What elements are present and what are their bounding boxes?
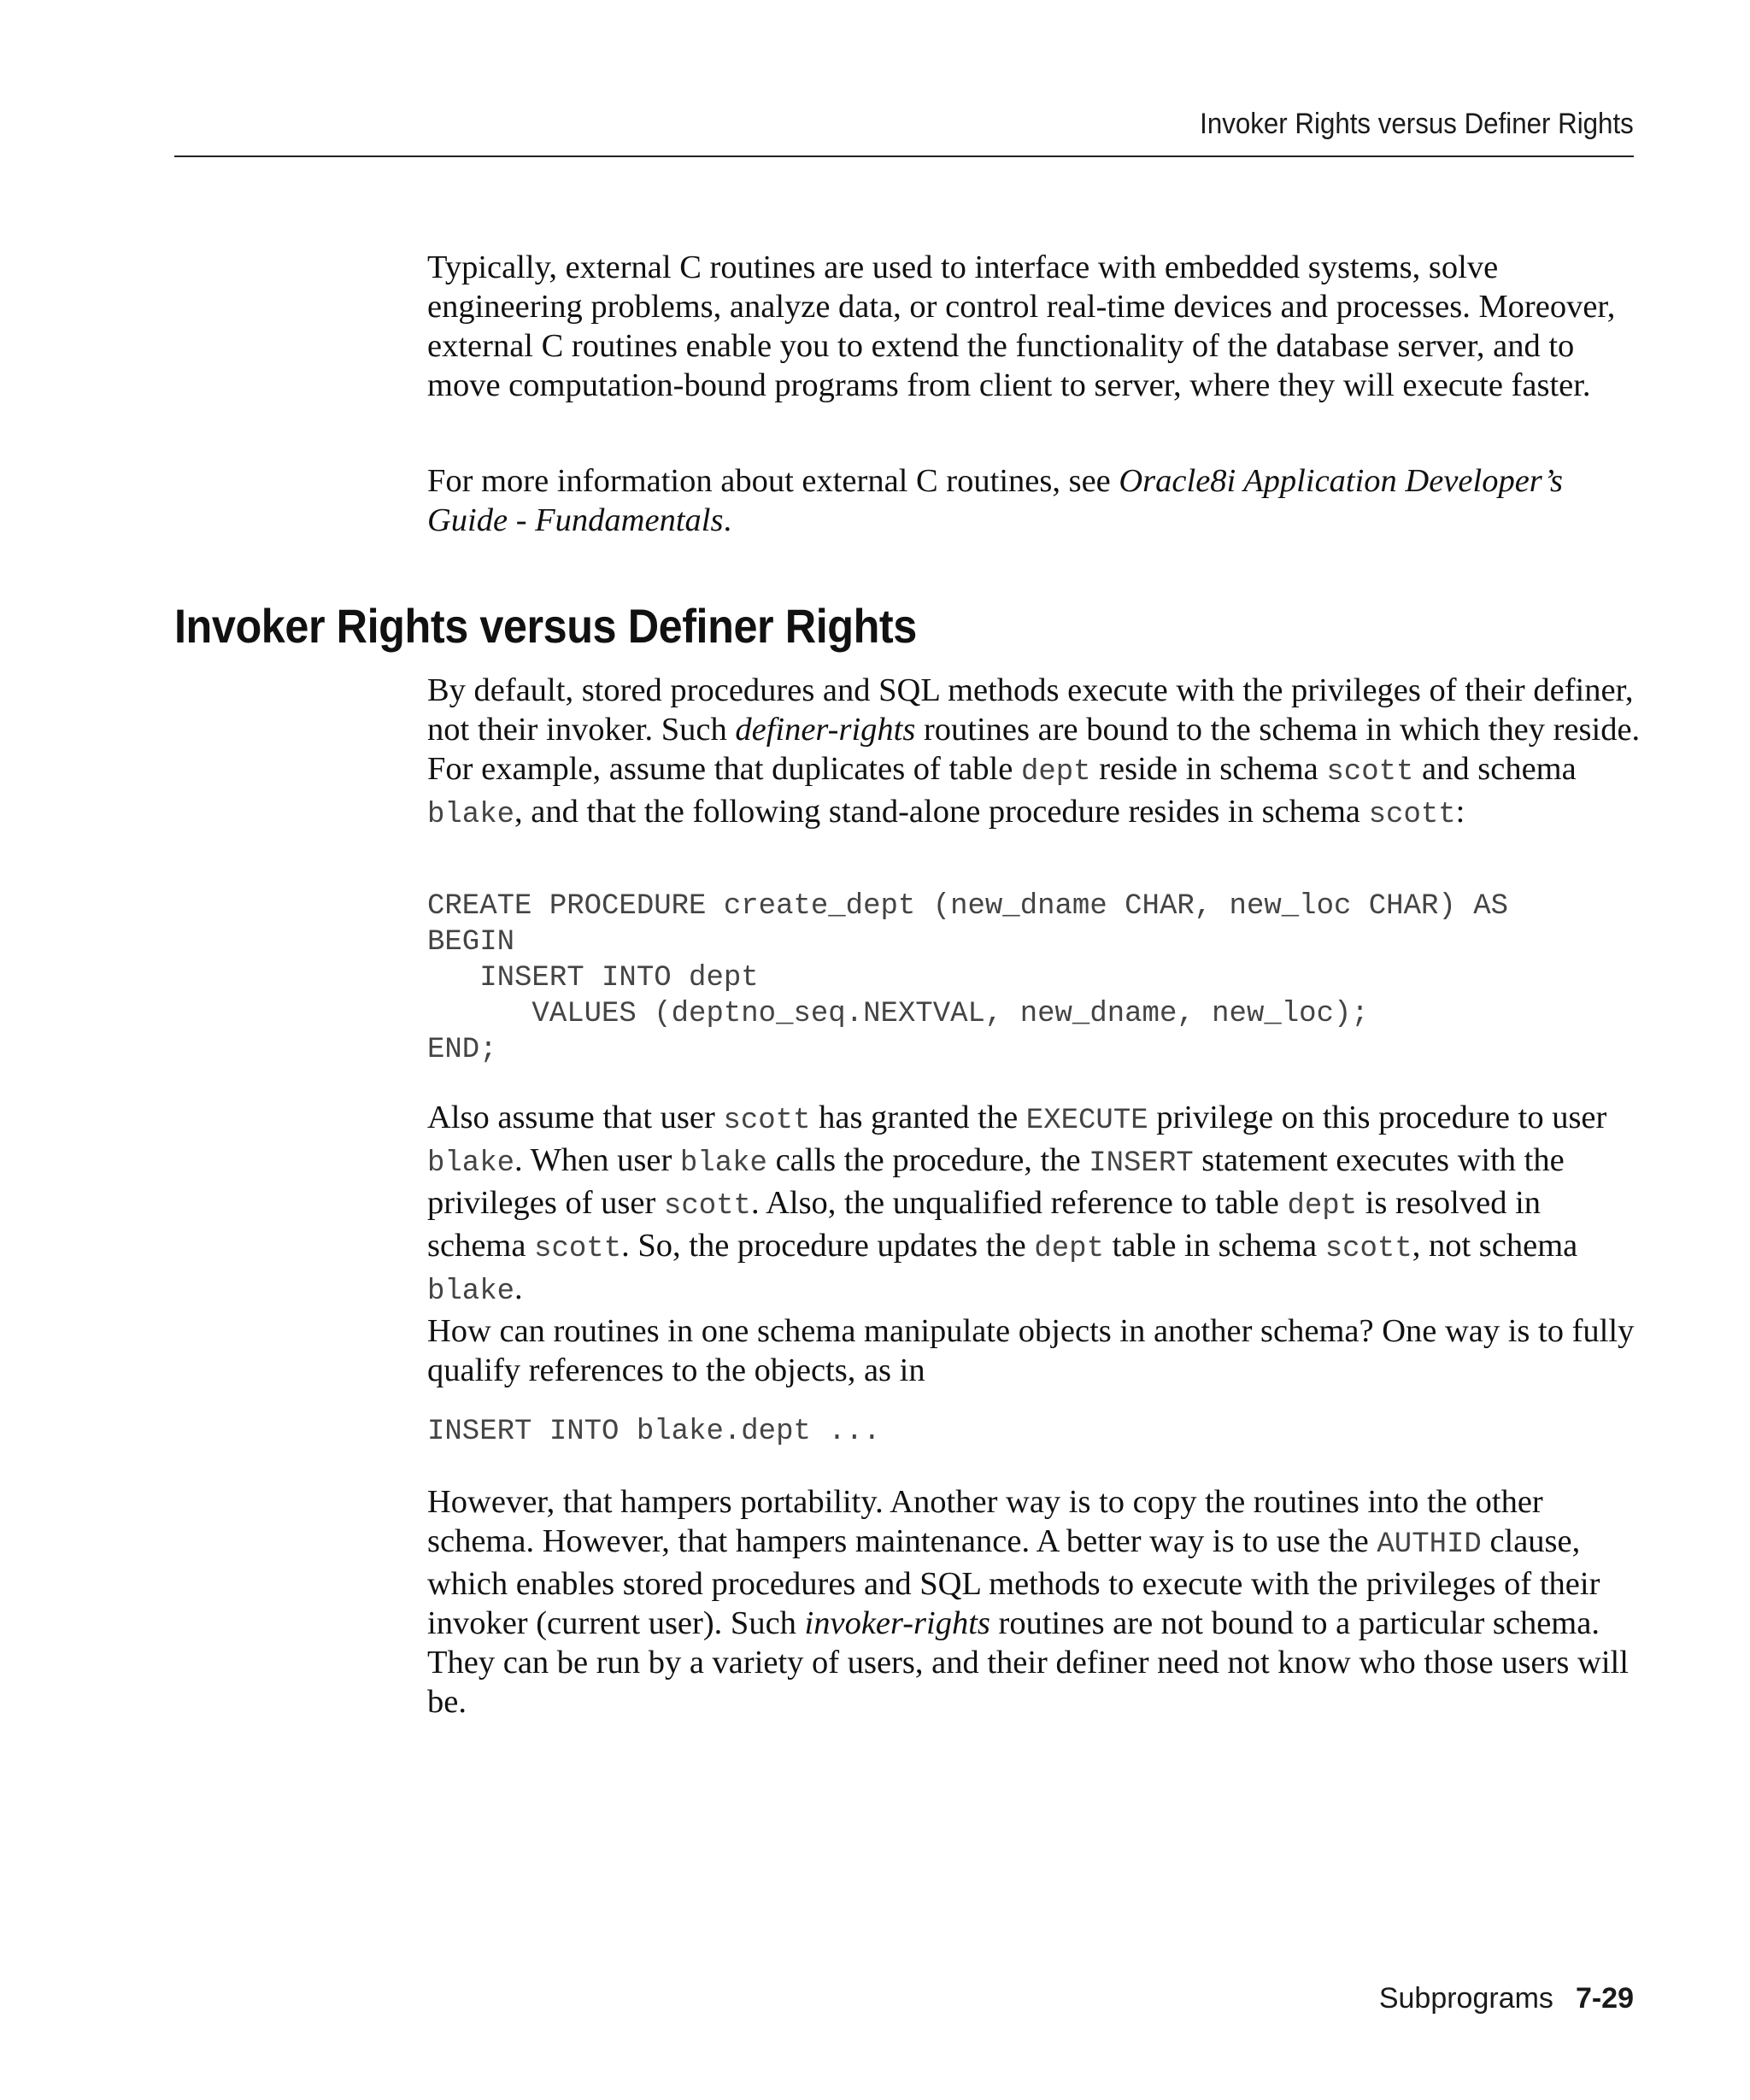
inline-code: scott	[663, 1190, 751, 1223]
inline-code: dept	[1020, 756, 1091, 789]
text-run: has granted the	[810, 1100, 1026, 1135]
intro-p2-text: For more information about external C routines, see	[427, 463, 1119, 499]
page-number: 7-29	[1575, 1982, 1634, 2015]
text-run: , and that the following stand-alone procedure resides in schema	[514, 794, 1369, 830]
section-paragraph-1	[427, 671, 1641, 835]
text-run: routines are not bound to a particular schema. They can be run by a variety of users, and their definer need not know who those users will be.	[427, 1605, 1629, 1720]
section-text-4	[427, 1482, 1641, 1722]
text-run: and schema	[1413, 751, 1577, 787]
text-run: calls the procedure, the	[766, 1142, 1089, 1178]
inline-code: blake	[427, 799, 515, 831]
text-run: By default, stored procedures and SQL methods execute with the privileges of their definer, not their invoker. Such	[427, 672, 1634, 748]
inline-code: scott	[1324, 1233, 1412, 1265]
text-run: routines are bound to the schema in which they reside. For example, assume that duplicates of table	[427, 712, 1641, 787]
term-definer-rights: definer-rights	[735, 712, 916, 748]
intro-p2-end: .	[723, 502, 732, 538]
inline-code: scott	[534, 1233, 622, 1265]
code-block-insert: INSERT INTO blake.dept ...	[427, 1416, 881, 1448]
intro-text-1: Typically, external C routines are used to interface with embedded systems, solve engineering problems, analyze data, or control real-time devices and processes. Moreover, external C routines enable you to extend the functionality of the database server, and to move computation-bound programs from client to server, where they will execute faster.	[427, 249, 1616, 403]
section-text-3: How can routines in one schema manipulate objects in another schema? One way is to fully qualify references to the objects, as in	[427, 1313, 1635, 1388]
text-run: privilege on this procedure to user	[1148, 1100, 1607, 1135]
intro-text-2	[427, 461, 1641, 540]
code-block-create-procedure: CREATE PROCEDURE create_dept (new_dname CHAR, new_loc CHAR) AS BEGIN INSERT INTO dept VALUES (deptno_seq.NEXTVAL, new_dname, new_loc); END;	[427, 890, 1509, 1066]
inline-code: dept	[1287, 1190, 1358, 1223]
section-paragraph-3	[427, 1311, 1641, 1390]
term-invoker-rights: invoker-rights	[804, 1605, 990, 1641]
running-header: Invoker Rights versus Definer Rights	[1200, 108, 1634, 140]
footer-chapter: Subprograms	[1378, 1982, 1553, 2015]
intro-paragraph-1	[427, 248, 1641, 405]
section-text-2	[427, 1098, 1641, 1311]
text-run: clause, which enables stored procedures and SQL methods to execute with the privileges of their invoker (current user). Such	[427, 1523, 1600, 1641]
header-rule	[174, 155, 1634, 157]
inline-code: EXECUTE	[1025, 1105, 1148, 1137]
inline-code: blake	[427, 1147, 515, 1180]
text-run: . So, the procedure updates the	[621, 1228, 1035, 1264]
text-run: is resolved in schema	[427, 1185, 1542, 1264]
section-paragraph-2	[427, 1098, 1641, 1311]
text-run: :	[1455, 794, 1465, 830]
section-heading: Invoker Rights versus Definer Rights	[174, 599, 917, 653]
text-run: statement executes with the privileges of user	[427, 1142, 1565, 1221]
text-run: Also assume that user	[427, 1100, 724, 1135]
section-paragraph-4	[427, 1482, 1641, 1722]
inline-code: scott	[1326, 756, 1414, 789]
inline-code: scott	[723, 1105, 811, 1137]
manual-reference: Oracle8i Application Developer’s Guide - Fundamentals	[427, 463, 1564, 538]
text-run: . Also, the unqualified reference to table	[750, 1185, 1288, 1221]
page-footer	[1379, 1982, 1634, 2015]
section-text-1	[427, 671, 1641, 835]
text-run: . When user	[514, 1142, 680, 1178]
text-run: , not schema	[1412, 1228, 1578, 1264]
text-run: However, that hampers portability. Another way is to copy the routines into the other schema. However, that hampers maintenance. A better way is to use the	[427, 1484, 1543, 1559]
inline-code: AUTHID	[1377, 1528, 1482, 1561]
intro-paragraph-2	[427, 461, 1641, 540]
text-run: .	[514, 1270, 523, 1306]
inline-code: INSERT	[1089, 1147, 1194, 1180]
inline-code: blake	[679, 1147, 767, 1180]
inline-code: scott	[1368, 799, 1456, 831]
text-run: table in schema	[1103, 1228, 1325, 1264]
inline-code: blake	[427, 1276, 515, 1308]
inline-code: dept	[1034, 1233, 1104, 1265]
text-run: reside in schema	[1090, 751, 1327, 787]
